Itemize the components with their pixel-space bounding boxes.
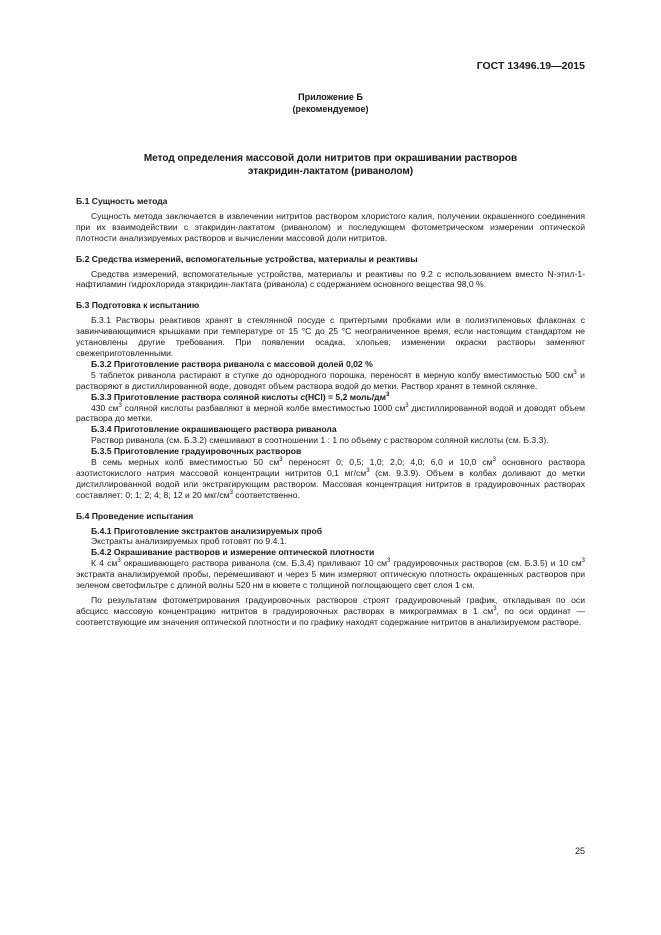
title-line-2: этакридин-лактатом (риванолом): [247, 166, 414, 177]
section-b41-heading: Б.4.1 Приготовление экстрактов анализируемых проб: [91, 525, 323, 536]
page-number: 25: [574, 846, 585, 856]
section-b2-heading: Б.2 Средства измерений, вспомогательные устройства, материалы и реактивы: [76, 253, 418, 264]
section-b3-heading: Б.3 Подготовка к испытанию: [76, 300, 200, 311]
section-b32-heading: Б.3.2 Приготовление раствора риванола с массовой долей 0,02 %: [91, 358, 373, 369]
section-b31-text: Б.3.1 Растворы реактивов хранят в стеклянной посуде с притертыми пробками или в полиэтиленовых флаконах с завинчивающимися крышками при температуре от 15 °С до 25 °С неограниченное время, если настоящим стандартом не установлены другие требования. При появлении осадка, хлопьев, изменении окраски растворы заменяют свежеприготовленными.: [76, 315, 585, 358]
section-b34-heading: Б.3.4 Приготовление окрашивающего раствора риванола: [91, 424, 337, 435]
title-line-1: Метод определения массовой доли нитритов при окрашивании растворов: [143, 153, 518, 164]
section-b34-text: Раствор риванола (см. Б.3.2) смешивают в соотношении 1 : 1 по объему с раствором соляной кислоты (см. Б.3.3).: [91, 435, 549, 446]
document-title: [60, 152, 601, 178]
section-b35-heading: Б.3.5 Приготовление градуировочных растворов: [91, 446, 302, 457]
section-b42-heading: Б.4.2 Окрашивание растворов и измерение оптической плотности: [91, 547, 375, 558]
section-b32-text: 5 таблеток риванола растирают в ступке до однородного порошка, переносят в мерную колбу вместимостью 500 $см^3$ и растворяют в дистиллированной воде, доводят объем раствора водой до метки. Раствор хранят в темной склянке.: [76, 369, 585, 391]
annex-heading: [0, 91, 661, 115]
annex-type: (рекомендуемое): [292, 104, 369, 114]
section-b4-heading: Б.4 Проведение испытания: [76, 510, 194, 521]
section-b1-text: Сущность метода заключается в извлечении нитритов раствором хлористого калия, получении окрашенного соединения при их взаимодействии с этакридин-лактатом (риванолом) и последующем фотометрическом измерении оптической плотности анализируемых растворов и вычислении массовой доли нитритов.: [76, 210, 585, 243]
standard-code: ГОСТ 13496.19—2015: [476, 60, 585, 72]
document-body: [76, 196, 585, 628]
section-b35-text: В семь мерных колб вместимостью 50 $см^3$ переносят 0; 0,5; 1,0; 2,0; 4,0; 6,0 и 10,0 $см^3$ основного раствора азотистокислого натрия массовой концентрации нитритов 0,1 $мг/см^3$ (см. 9.3.9). Объем в колбах доливают до метки дистиллированной водой или экстрагирующим раствором. Массовая концентрация нитритов в градуировочных растворах составляет: 0; 1; 2; 4; 8; 12 и 20 мкг/$см^3$ соответственно.: [76, 457, 586, 500]
section-b2-text: Средства измерений, вспомогательные устройства, материалы и реактивы по 9.2 с использованием вместо N-этил-1-нафтиламин гидрохлорида этакридин-лактата (риванола) с содержанием основного вещества 98,0 %.: [76, 268, 585, 290]
section-b42-text: К 4 $см^3$ окрашивающего раствора риванола (см. Б.3.4) приливают 10 $см^3$ градуировочных растворов (см. Б.3.5) и 10 $см^3$ экстракта анализируемой пробы, перемешивают и через 5 мин измеряют оптическую плотность окрашенных растворов при зеленом светофильтре с длиной волны 520 нм в кювете с толщиной поглощающего свет слоя 1 см.: [76, 558, 585, 591]
annex-label: Приложение Б: [298, 92, 363, 102]
section-b1-heading: Б.1 Сущность метода: [76, 196, 168, 206]
section-b42-paragraph-2: По результатам фотометрирования градуировочных растворов строят градуировочный график, откладывая по оси абсцисс массовую концентрацию нитритов в градуировочных растворах в микрограммах в 1 $см^3$, по оси ординат — соответствующие им значения оптической плотности и по графику находят содержание нитритов в анализируемом растворе.: [76, 595, 585, 627]
section-b33-heading: Б.3.3 Приготовление раствора соляной кислоты c(HCl) = 5,2 моль/$дм^3$: [91, 391, 390, 402]
section-b41-text: Экстракты анализируемых проб готовят по 9.4.1.: [91, 536, 287, 547]
section-b33-text: 430 $см^3$ соляной кислоты разбавляют в мерной колбе вместимостью 1000 $см^3$ дистиллированной водой и доводят объем раствора до метки.: [76, 402, 585, 424]
